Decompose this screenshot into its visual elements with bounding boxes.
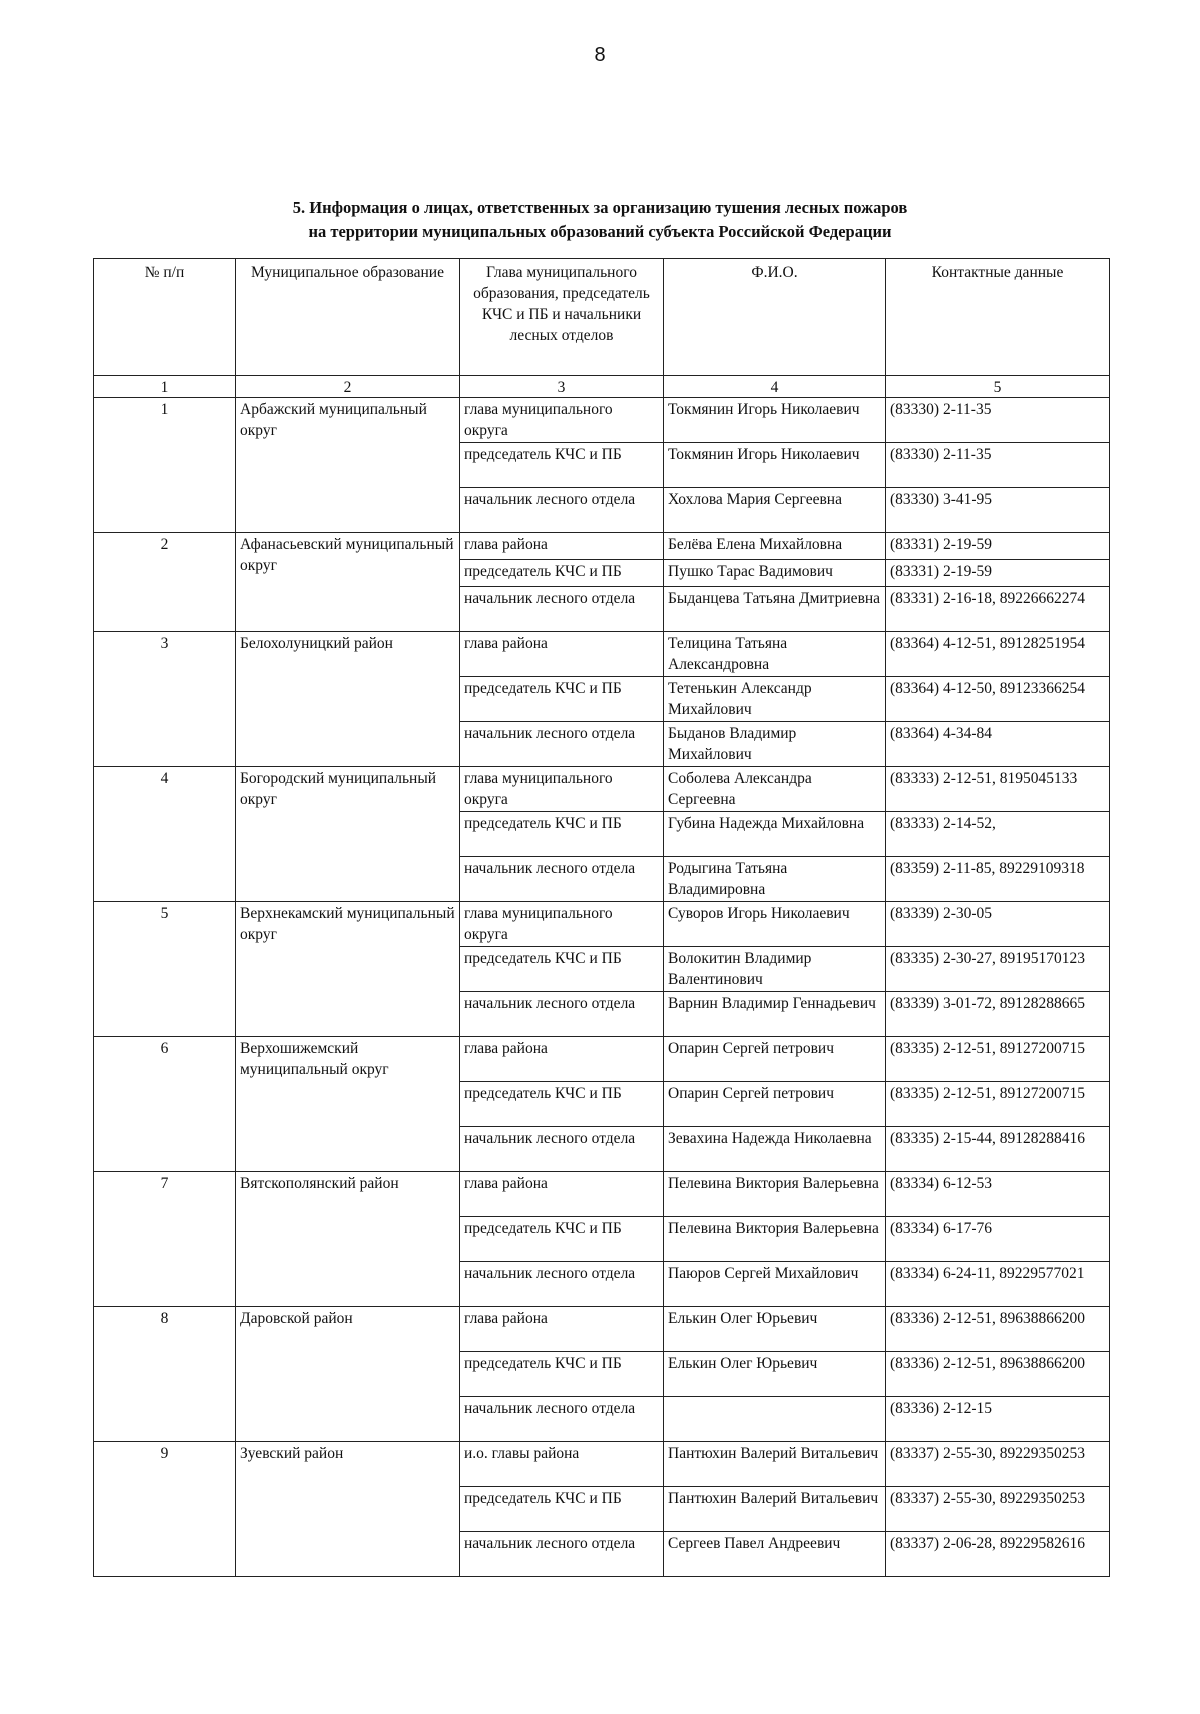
header-role: Глава муниципального образования, председатель КЧС и ПБ и начальники лесных отделов [460,259,664,376]
fio-cell: Быданцева Татьяна Дмитриевна [664,587,886,632]
role-cell: глава муниципального округа [460,767,664,812]
municipality-name: Арбажский муниципальный округ [236,398,460,533]
contact-cell: (83336) 2-12-15 [886,1397,1110,1442]
contact-cell: (83364) 4-12-50, 89123366254 [886,677,1110,722]
page-number: 8 [594,44,606,66]
table-row [94,902,1110,947]
table-body [94,398,1110,1577]
table-row [94,632,1110,677]
role-cell: начальник лесного отдела [460,1127,664,1172]
column-number: 2 [236,376,460,398]
table-row [94,1172,1110,1217]
municipality-name: Зуевский район [236,1442,460,1577]
contact-cell: (83334) 6-24-11, 89229577021 [886,1262,1110,1307]
contact-cell: (83337) 2-06-28, 89229582616 [886,1532,1110,1577]
contact-cell: (83330) 2-11-35 [886,443,1110,488]
row-number: 7 [94,1172,236,1307]
fio-cell: Елькин Олег Юрьевич [664,1307,886,1352]
contact-cell: (83331) 2-19-59 [886,560,1110,587]
municipality-name: Верхошижемский муниципальный округ [236,1037,460,1172]
document-title [95,196,1105,244]
contact-cell: (83336) 2-12-51, 89638866200 [886,1307,1110,1352]
role-cell: председатель КЧС и ПБ [460,1217,664,1262]
fio-cell: Волокитин Владимир Валентинович [664,947,886,992]
contact-cell: (83335) 2-12-51, 89127200715 [886,1082,1110,1127]
fio-cell: Соболева Александра Сергеевна [664,767,886,812]
role-cell: начальник лесного отдела [460,722,664,767]
fio-cell: Пушко Тарас Вадимович [664,560,886,587]
contact-cell: (83330) 3-41-95 [886,488,1110,533]
contact-cell: (83364) 4-34-84 [886,722,1110,767]
role-cell: председатель КЧС и ПБ [460,1082,664,1127]
fio-cell: Опарин Сергей петрович [664,1082,886,1127]
role-cell: начальник лесного отдела [460,1397,664,1442]
fio-cell: Тетенькин Александр Михайлович [664,677,886,722]
contact-cell: (83336) 2-12-51, 89638866200 [886,1352,1110,1397]
table-row [94,398,1110,443]
fio-cell: Паюров Сергей Михайлович [664,1262,886,1307]
fio-cell: Пантюхин Валерий Витальевич [664,1487,886,1532]
column-number: 3 [460,376,664,398]
table-row [94,1037,1110,1082]
table-row [94,1307,1110,1352]
role-cell: председатель КЧС и ПБ [460,443,664,488]
contact-cell: (83333) 2-14-52, [886,812,1110,857]
fio-cell: Пелевина Виктория Валерьевна [664,1172,886,1217]
header-fio: Ф.И.О. [664,259,886,376]
fio-cell: Быданов Владимир Михайлович [664,722,886,767]
table-row [94,767,1110,812]
contact-cell: (83331) 2-19-59 [886,533,1110,560]
title-line-2: на территории муниципальных образований субъекта Российской Федерации [308,222,892,241]
column-number: 1 [94,376,236,398]
contact-cell: (83339) 3-01-72, 89128288665 [886,992,1110,1037]
role-cell: председатель КЧС и ПБ [460,812,664,857]
municipality-name: Богородский муниципальный округ [236,767,460,902]
row-number: 4 [94,767,236,902]
fio-cell: Пелевина Виктория Валерьевна [664,1217,886,1262]
municipality-name: Афанасьевский муниципальный округ [236,533,460,632]
contact-cell: (83337) 2-55-30, 89229350253 [886,1487,1110,1532]
contact-cell: (83364) 4-12-51, 89128251954 [886,632,1110,677]
fio-cell: Токмянин Игорь Николаевич [664,443,886,488]
fio-cell: Суворов Игорь Николаевич [664,902,886,947]
contact-cell: (83339) 2-30-05 [886,902,1110,947]
role-cell: председатель КЧС и ПБ [460,677,664,722]
row-number: 8 [94,1307,236,1442]
role-cell: глава муниципального округа [460,902,664,947]
contact-cell: (83335) 2-12-51, 89127200715 [886,1037,1110,1082]
role-cell: начальник лесного отдела [460,587,664,632]
fio-cell: Белёва Елена Михайловна [664,533,886,560]
role-cell: глава района [460,1037,664,1082]
fio-cell: Родыгина Татьяна Владимировна [664,857,886,902]
role-cell: глава района [460,1172,664,1217]
fio-cell: Опарин Сергей петрович [664,1037,886,1082]
role-cell: и.о. главы района [460,1442,664,1487]
fio-cell: Хохлова Мария Сергеевна [664,488,886,533]
role-cell: председатель КЧС и ПБ [460,560,664,587]
contact-cell: (83335) 2-30-27, 89195170123 [886,947,1110,992]
role-cell: начальник лесного отдела [460,992,664,1037]
municipality-name: Белохолуницкий район [236,632,460,767]
column-number-row [94,376,1110,398]
fio-cell: Губина Надежда Михайловна [664,812,886,857]
role-cell: председатель КЧС и ПБ [460,1352,664,1397]
fio-cell: Токмянин Игорь Николаевич [664,398,886,443]
role-cell: глава района [460,1307,664,1352]
row-number: 9 [94,1442,236,1577]
contact-cell: (83334) 6-12-53 [886,1172,1110,1217]
row-number: 3 [94,632,236,767]
column-number: 5 [886,376,1110,398]
contact-cell: (83335) 2-15-44, 89128288416 [886,1127,1110,1172]
fio-cell [664,1397,886,1442]
role-cell: начальник лесного отдела [460,857,664,902]
fio-cell: Сергеев Павел Андреевич [664,1532,886,1577]
contact-cell: (83359) 2-11-85, 89229109318 [886,857,1110,902]
table-row [94,1442,1110,1487]
fio-cell: Пантюхин Валерий Витальевич [664,1442,886,1487]
contact-cell: (83333) 2-12-51, 8195045133 [886,767,1110,812]
row-number: 6 [94,1037,236,1172]
municipality-name: Даровской район [236,1307,460,1442]
contact-cell: (83337) 2-55-30, 89229350253 [886,1442,1110,1487]
header-contacts: Контактные данные [886,259,1110,376]
municipality-name: Вятскополянский район [236,1172,460,1307]
role-cell: председатель КЧС и ПБ [460,947,664,992]
fio-cell: Елькин Олег Юрьевич [664,1352,886,1397]
role-cell: начальник лесного отдела [460,1532,664,1577]
header-municipality: Муниципальное образование [236,259,460,376]
contact-cell: (83331) 2-16-18, 89226662274 [886,587,1110,632]
contact-cell: (83334) 6-17-76 [886,1217,1110,1262]
fio-cell: Телицина Татьяна Александровна [664,632,886,677]
table-header-row [94,259,1110,376]
row-number: 2 [94,533,236,632]
fio-cell: Варнин Владимир Геннадьевич [664,992,886,1037]
fio-cell: Зевахина Надежда Николаевна [664,1127,886,1172]
row-number: 1 [94,398,236,533]
role-cell: глава района [460,632,664,677]
role-cell: глава района [460,533,664,560]
responsible-persons-table [93,258,1110,1577]
role-cell: председатель КЧС и ПБ [460,1487,664,1532]
row-number: 5 [94,902,236,1037]
table-row [94,533,1110,560]
title-line-1: 5. Информация о лицах, ответственных за организацию тушения лесных пожаров [292,198,908,217]
header-number: № п/п [94,259,236,376]
role-cell: глава муниципального округа [460,398,664,443]
column-number: 4 [664,376,886,398]
role-cell: начальник лесного отдела [460,1262,664,1307]
contact-cell: (83330) 2-11-35 [886,398,1110,443]
role-cell: начальник лесного отдела [460,488,664,533]
municipality-name: Верхнекамский муниципальный округ [236,902,460,1037]
